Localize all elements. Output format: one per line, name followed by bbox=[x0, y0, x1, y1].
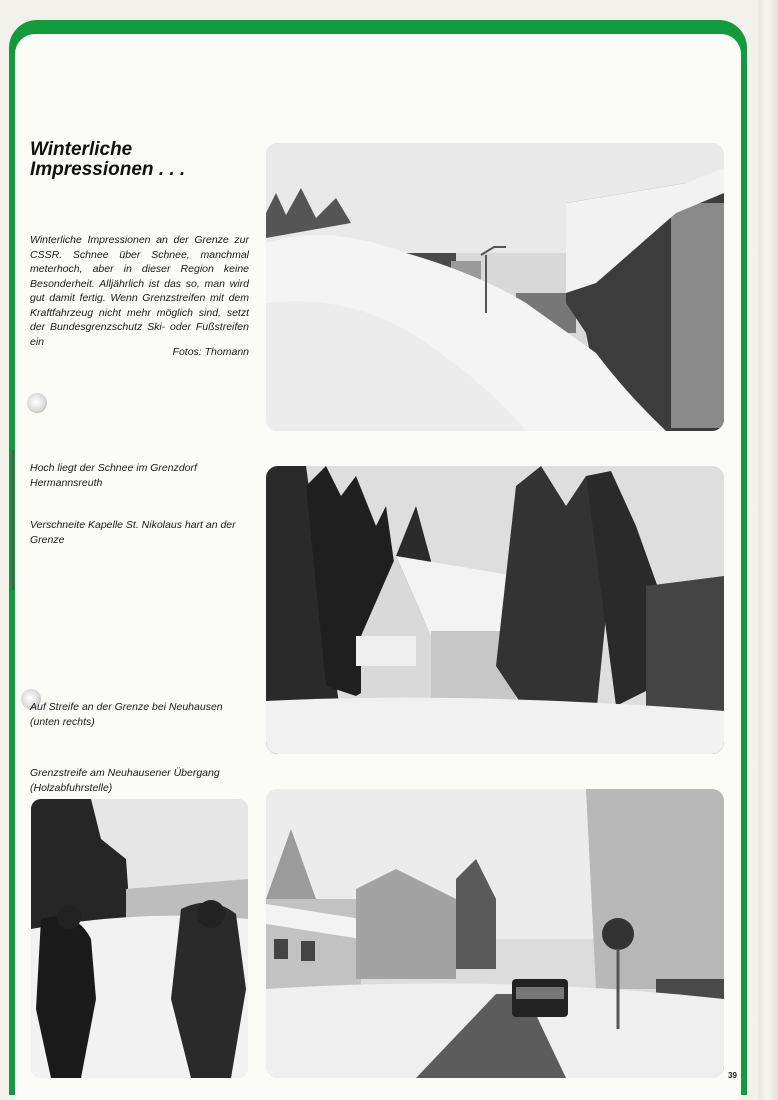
caption-holzabfuhrstelle: Grenzstreife am Neuhausener Übergang (Holzabfuhrstelle) bbox=[30, 767, 220, 794]
article-body: Winterliche Impressionen an der Grenze zur CSSR. Schnee über Schnee, manchmal meterhoch, aber in dieser Region keine Besonderheit. Alljährlich ist das so, man wird gut damit fertig. Wenn Grenzstreifen mit dem Kraftfahrzeug nicht mehr möglich sind, setzt der Bundesgrenzschutz Ski- oder Fußstreifen ein bbox=[30, 234, 249, 348]
photo-border-patrol bbox=[31, 799, 248, 1078]
caption-hermannsreuth: Hoch liegt der Schnee im Grenzdorf Hermannsreuth bbox=[30, 462, 197, 489]
photo-chapel-image bbox=[266, 466, 724, 754]
photo-snowy-village-image bbox=[266, 143, 724, 431]
photo-neuhausen-crossing bbox=[266, 789, 724, 1078]
photo-chapel-st-nikolaus bbox=[266, 466, 724, 754]
page-number: 39 bbox=[728, 1071, 737, 1080]
punch-hole-icon bbox=[27, 393, 47, 413]
margin-mark bbox=[12, 450, 14, 590]
page-edge bbox=[758, 0, 778, 1100]
headline-line-2: Impressionen . . . bbox=[30, 159, 186, 180]
article-headline bbox=[30, 140, 250, 180]
caption-kapelle: Verschneite Kapelle St. Nikolaus hart an der Grenze bbox=[30, 519, 236, 546]
photo-snowy-village bbox=[266, 143, 724, 431]
photo-border-patrol-image bbox=[31, 799, 248, 1078]
caption-neuhausen: Auf Streife an der Grenze bei Neuhausen (unten rechts) bbox=[30, 701, 223, 728]
photo-neuhausen-image bbox=[266, 789, 724, 1078]
headline-line-1: Winterliche bbox=[30, 139, 133, 160]
photo-credit: Fotos: Thomann bbox=[172, 346, 249, 358]
